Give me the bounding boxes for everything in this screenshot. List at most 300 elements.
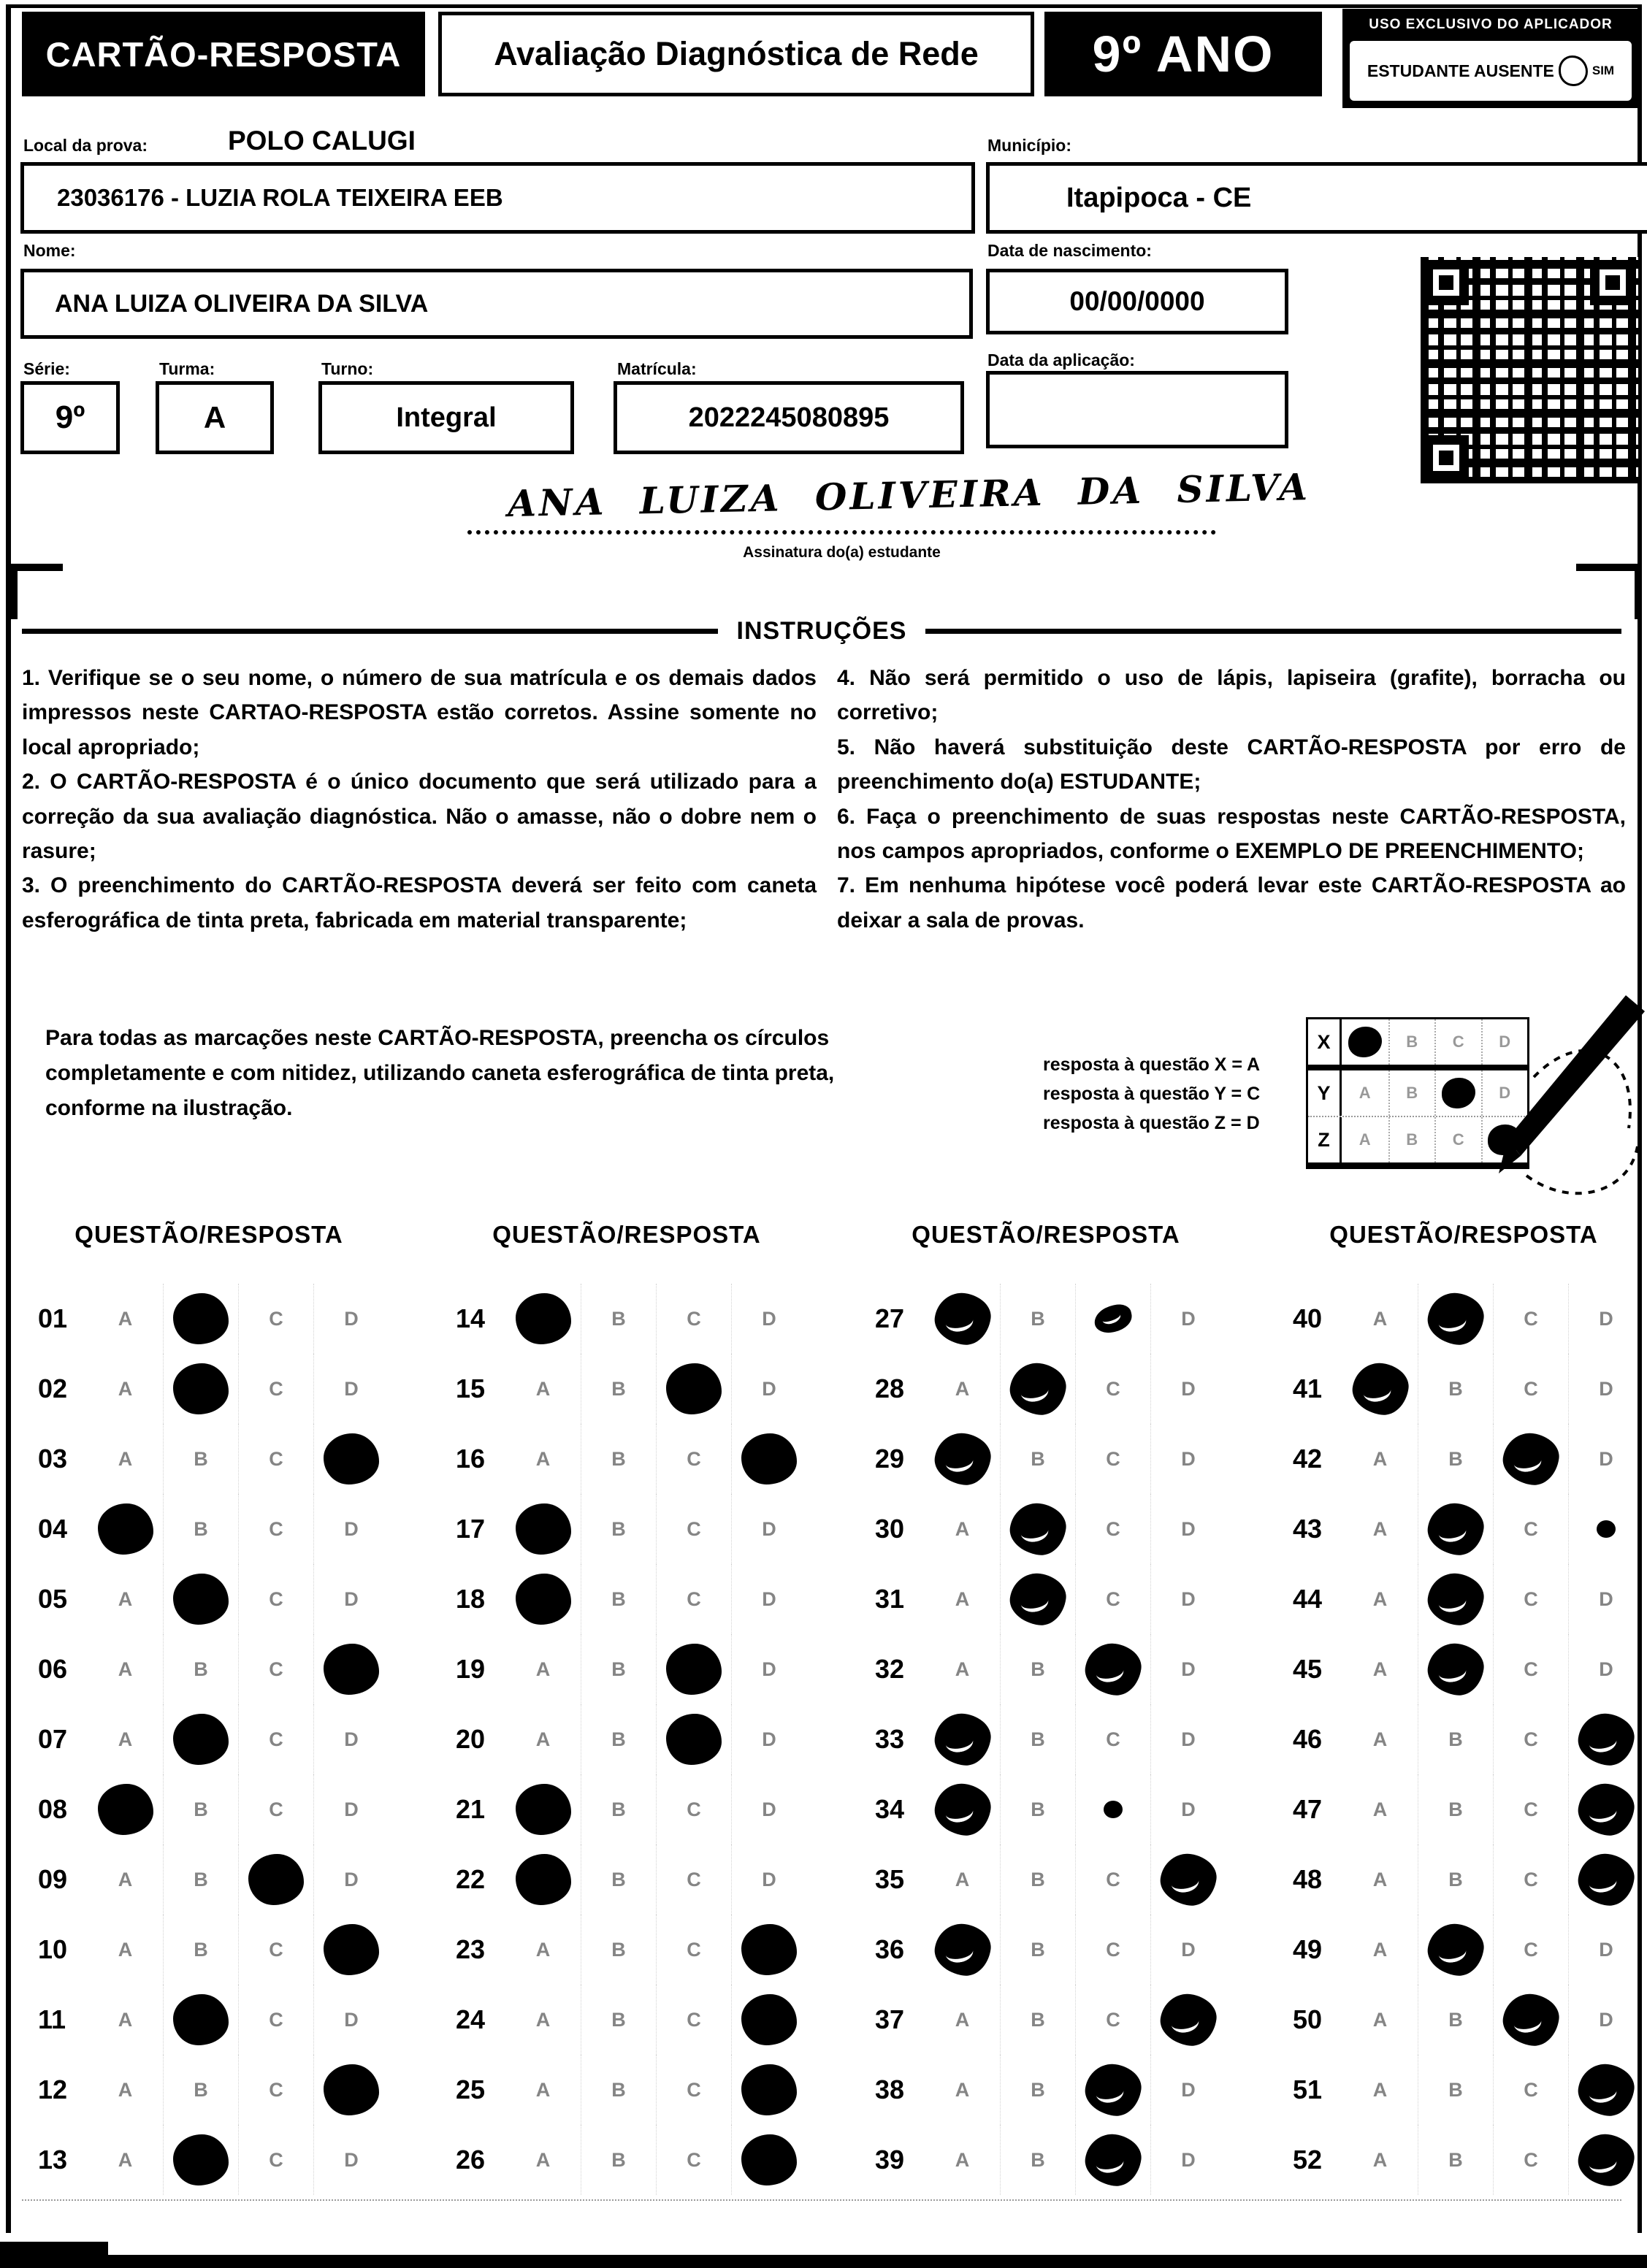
example-filled-bubble (1348, 1027, 1382, 1057)
answer-option-letter: C (269, 1377, 283, 1400)
answer-option-cell (581, 1424, 656, 1494)
answer-row (1284, 2125, 1643, 2195)
answer-option-letter: A (955, 1658, 970, 1680)
answer-option-letter: D (762, 1377, 776, 1400)
answer-option-cell (1493, 1915, 1568, 1985)
nome-field: ANA LUIZA OLIVEIRA DA SILVA (20, 269, 973, 339)
answer-filled-bubble (516, 1574, 571, 1625)
answer-column-3 (866, 1284, 1226, 2195)
answer-option-cell (238, 1634, 313, 1704)
answer-option-cell (925, 1985, 1000, 2055)
example-option-letter: C (1452, 1033, 1464, 1051)
local-prova-label: Local da prova: (23, 136, 148, 155)
local-prova-value: POLO CALUGI (228, 126, 416, 156)
aplicacao-label: Data da aplicação: (987, 350, 1135, 369)
answer-option-letter: D (344, 1307, 359, 1330)
answer-row (1284, 1634, 1643, 1704)
answer-row (1284, 1844, 1643, 1915)
example-row-label: X (1308, 1019, 1342, 1065)
answer-option-letter: A (955, 1868, 970, 1890)
answer-option-letter: D (762, 1868, 776, 1890)
answer-option-cell (1150, 2055, 1226, 2125)
answer-filled-bubble (1424, 1920, 1486, 1979)
answer-option-letter: A (1372, 1517, 1388, 1540)
answer-row (1284, 1774, 1643, 1844)
example-option-letter: D (1499, 1033, 1511, 1051)
answer-option-letter: D (1181, 1517, 1196, 1540)
answer-option-cell (1418, 1564, 1493, 1634)
answer-option-cell (313, 1354, 389, 1424)
answer-option-letter: C (269, 2008, 283, 2031)
answer-filled-bubble (741, 1433, 797, 1484)
question-number: 47 (1293, 1794, 1323, 1824)
answer-option-cell (656, 2125, 731, 2195)
answer-option-cell (1000, 1774, 1075, 1844)
answer-row (866, 1774, 1226, 1844)
question-number: 13 (38, 2145, 68, 2175)
answer-filled-bubble (1157, 1850, 1219, 1909)
answer-option-letter: D (1181, 1728, 1196, 1750)
answer-option-cell (1000, 1985, 1075, 2055)
answer-option-letter: D (762, 1798, 776, 1820)
answer-option-cell (1075, 1774, 1150, 1844)
answer-option-letter: A (1372, 1938, 1388, 1961)
answer-option-cell (163, 1634, 238, 1704)
answer-option-letter: C (687, 1517, 701, 1540)
question-number: 34 (875, 1794, 905, 1824)
question-number: 42 (1293, 1444, 1323, 1474)
answer-option-cell (313, 1774, 389, 1844)
answer-column-header: QUESTÃO/RESPOSTA (74, 1221, 343, 1248)
question-number: 02 (38, 1374, 68, 1403)
question-number: 04 (38, 1514, 68, 1544)
answer-column-header: QUESTÃO/RESPOSTA (1329, 1221, 1598, 1248)
answer-column-header: QUESTÃO/RESPOSTA (492, 1221, 761, 1248)
answer-option-letter: B (1031, 1307, 1045, 1330)
answer-option-cell (1075, 2125, 1150, 2195)
answer-option-letter: B (1031, 1447, 1045, 1470)
answer-option-letter: A (535, 1658, 551, 1680)
answer-option-cell (1493, 2125, 1568, 2195)
pen-illustration (1483, 989, 1647, 1216)
instruction-item: 5. Não haverá substituição deste CARTÃO-RESPOSTA por erro de preenchimento do(a) ESTUDANTE; (837, 735, 1626, 794)
answer-option-cell (1150, 1354, 1226, 1424)
answer-option-cell (1075, 2055, 1150, 2125)
instructions-heading-text: INSTRUÇÕES (736, 617, 907, 645)
answer-option-letter: D (1181, 2148, 1196, 2171)
answer-option-cell (581, 1634, 656, 1704)
answer-option-cell (656, 1494, 731, 1564)
answer-option-letter: B (194, 1517, 208, 1540)
answer-option-letter: A (955, 1377, 970, 1400)
answer-option-cell (238, 1564, 313, 1634)
example-option-cell (1434, 1070, 1481, 1116)
answer-option-cell (163, 2055, 238, 2125)
instruction-item: 7. Em nenhuma hipótese você poderá levar este CARTÃO-RESPOSTA ao deixar a sala de provas. (837, 873, 1626, 932)
answer-option-cell (1075, 1284, 1150, 1354)
answer-option-cell (656, 1985, 731, 2055)
answer-filled-bubble (1006, 1360, 1069, 1418)
answer-option-letter: C (1106, 1517, 1120, 1540)
question-number: 46 (1293, 1724, 1323, 1754)
answer-option-cell (925, 1844, 1000, 1915)
answer-column-4 (1284, 1284, 1643, 2195)
answer-option-letter: A (535, 2008, 551, 2031)
answer-option-cell (1150, 1915, 1226, 1985)
question-number: 51 (1293, 2074, 1323, 2104)
answer-option-cell (581, 1774, 656, 1844)
answer-option-cell (1342, 1704, 1418, 1774)
example-option-letter: A (1359, 1084, 1371, 1102)
answer-option-letter: D (344, 1798, 359, 1820)
answer-option-letter: A (955, 1587, 970, 1610)
answer-option-cell (238, 1844, 313, 1915)
question-number: 23 (456, 1934, 486, 1964)
instruction-item: 2. O CARTÃO-RESPOSTA é o único documento que será utilizado para a correção da sua avaliação diagnóstica. Não o amasse, não o dobre nem o rasure; (22, 770, 817, 863)
answer-option-cell (1000, 2125, 1075, 2195)
answer-option-letter: B (1031, 1728, 1045, 1750)
bottom-black-bar (0, 2255, 1647, 2268)
answer-option-cell (1493, 1985, 1568, 2055)
answer-option-letter: B (194, 1658, 208, 1680)
question-number: 25 (456, 2074, 486, 2104)
answer-row (29, 1424, 389, 1494)
answer-option-cell (1342, 2125, 1418, 2195)
answer-option-letter: A (1372, 1307, 1388, 1330)
answer-option-letter: B (1448, 2008, 1463, 2031)
answer-option-letter: B (611, 1658, 626, 1680)
heading-rule-left (22, 629, 718, 634)
answer-option-cell (1568, 1284, 1643, 1354)
example-option-cell (1388, 1070, 1435, 1116)
answer-filled-bubble (741, 1924, 797, 1975)
answer-row (866, 1564, 1226, 1634)
answer-option-letter: C (269, 2148, 283, 2171)
answer-filled-bubble (931, 1780, 993, 1839)
answer-filled-bubble (666, 1363, 722, 1414)
question-number: 18 (456, 1584, 486, 1614)
answer-option-letter: C (1524, 1307, 1538, 1330)
answer-filled-bubble (1575, 2131, 1637, 2189)
answer-filled-bubble (931, 1710, 993, 1769)
question-number: 06 (38, 1654, 68, 1684)
answer-option-cell (163, 1354, 238, 1424)
answer-option-cell (313, 2055, 389, 2125)
answer-option-letter: D (1181, 1798, 1196, 1820)
answer-filled-bubble (741, 2064, 797, 2115)
answer-option-cell (1418, 1634, 1493, 1704)
answer-option-cell (313, 2125, 389, 2195)
answer-filled-bubble (931, 1920, 993, 1979)
answer-row (29, 1354, 389, 1424)
question-number: 07 (38, 1724, 68, 1754)
answer-option-cell (238, 1704, 313, 1774)
answer-option-letter: D (344, 1517, 359, 1540)
answer-filled-bubble (98, 1784, 153, 1835)
answer-option-cell (1493, 1844, 1568, 1915)
answer-row (29, 1494, 389, 1564)
answer-filled-bubble (1575, 1850, 1637, 1909)
answer-row (447, 1634, 806, 1704)
answer-column-header: QUESTÃO/RESPOSTA (912, 1221, 1180, 1248)
answer-filled-bubble (324, 1644, 379, 1695)
question-number: 19 (456, 1654, 486, 1684)
answer-option-letter: D (1181, 2078, 1196, 2101)
answer-option-cell (656, 1774, 731, 1844)
absent-sim-label: SIM (1591, 64, 1615, 77)
answer-option-letter: A (118, 1728, 133, 1750)
answer-option-letter: D (762, 1658, 776, 1680)
answer-option-cell (925, 1704, 1000, 1774)
answer-option-letter: C (1524, 2078, 1538, 2101)
answer-option-letter: C (687, 2008, 701, 2031)
answer-row (866, 1354, 1226, 1424)
answer-option-letter: C (1106, 1447, 1120, 1470)
nascimento-field: 00/00/0000 (986, 269, 1288, 334)
answer-option-letter: B (611, 1938, 626, 1961)
answer-option-letter: C (687, 1307, 701, 1330)
answer-option-cell (656, 1284, 731, 1354)
answer-row (447, 1424, 806, 1494)
answer-option-cell (1342, 1284, 1418, 1354)
answer-filled-bubble (1082, 1640, 1144, 1698)
answer-option-cell (656, 1704, 731, 1774)
answer-filled-bubble (1082, 2061, 1144, 2119)
answer-option-cell (1000, 1284, 1075, 1354)
answer-option-letter: D (1599, 1377, 1613, 1400)
question-number: 10 (38, 1934, 68, 1964)
answer-option-cell (581, 2125, 656, 2195)
answer-option-cell (1493, 1424, 1568, 1494)
answer-option-cell (656, 1634, 731, 1704)
answer-option-letter: C (269, 1517, 283, 1540)
answer-option-letter: C (269, 1728, 283, 1750)
instructions-heading (22, 617, 1621, 645)
answer-option-cell (1493, 1284, 1568, 1354)
answer-option-cell (163, 1704, 238, 1774)
answer-option-letter: D (1181, 1658, 1196, 1680)
answer-option-letter: D (1599, 2008, 1613, 2031)
question-number: 29 (875, 1444, 905, 1474)
answer-option-letter: C (687, 1868, 701, 1890)
qr-finder-icon (1424, 435, 1469, 480)
answer-row (866, 1284, 1226, 1354)
question-number: 12 (38, 2074, 68, 2104)
answer-option-cell (925, 1494, 1000, 1564)
answer-option-cell (925, 2055, 1000, 2125)
answer-option-cell (88, 2055, 163, 2125)
answer-filled-bubble (1157, 1991, 1219, 2049)
answer-filled-bubble (324, 2064, 379, 2115)
answer-option-cell (1150, 1704, 1226, 1774)
answer-option-letter: B (194, 1798, 208, 1820)
answer-option-cell (1568, 1704, 1643, 1774)
answer-filled-bubble (324, 1433, 379, 1484)
answer-option-cell (238, 1915, 313, 1985)
answer-option-cell (163, 1564, 238, 1634)
answer-row (447, 1985, 806, 2055)
stray-mark (1597, 1520, 1616, 1538)
answer-option-letter: C (1106, 1587, 1120, 1610)
example-option-cell (1342, 1070, 1388, 1116)
answer-option-letter: C (269, 1307, 283, 1330)
answer-option-cell (505, 1494, 581, 1564)
answer-option-letter: C (1524, 1587, 1538, 1610)
answer-row (866, 1844, 1226, 1915)
question-number: 32 (875, 1654, 905, 1684)
answer-option-letter: A (535, 1377, 551, 1400)
example-option-letter: B (1406, 1084, 1418, 1102)
stray-mark (1104, 1801, 1123, 1818)
question-number: 28 (875, 1374, 905, 1403)
answer-row (447, 1774, 806, 1844)
answer-option-letter: D (1181, 1377, 1196, 1400)
answer-option-cell (313, 1704, 389, 1774)
answer-option-cell (1342, 1985, 1418, 2055)
answer-option-cell (1075, 1844, 1150, 1915)
answer-option-letter: D (762, 1307, 776, 1330)
answer-option-letter: C (1524, 1517, 1538, 1540)
answer-option-cell (581, 1704, 656, 1774)
answer-row (866, 1985, 1226, 2055)
answer-option-cell (731, 2055, 806, 2125)
answer-option-cell (163, 1844, 238, 1915)
answer-option-letter: B (611, 1447, 626, 1470)
answer-filled-bubble (173, 1293, 229, 1344)
question-number: 36 (875, 1934, 905, 1964)
page-border-left (6, 4, 11, 2233)
question-number: 31 (875, 1584, 905, 1614)
answer-filled-bubble (324, 1924, 379, 1975)
question-number: 15 (456, 1374, 486, 1403)
answer-option-cell (1000, 1424, 1075, 1494)
answer-option-cell (505, 2055, 581, 2125)
answer-option-cell (1075, 1704, 1150, 1774)
answer-row (866, 1704, 1226, 1774)
answer-option-letter: A (535, 2078, 551, 2101)
answer-option-cell (1568, 1634, 1643, 1704)
instruction-item: 4. Não será permitido o uso de lápis, lapiseira (grafite), borracha ou corretivo; (837, 666, 1626, 725)
answer-option-letter: C (687, 1447, 701, 1470)
answer-option-cell (505, 1704, 581, 1774)
answer-row (866, 2055, 1226, 2125)
answer-filled-bubble (173, 1574, 229, 1625)
answer-option-cell (238, 2125, 313, 2195)
answer-option-letter: D (762, 1517, 776, 1540)
answer-option-cell (1342, 1844, 1418, 1915)
question-number: 44 (1293, 1584, 1323, 1614)
answer-option-letter: A (1372, 1868, 1388, 1890)
answer-option-cell (1568, 1915, 1643, 1985)
answer-option-cell (238, 1985, 313, 2055)
answer-option-letter: B (1031, 1798, 1045, 1820)
answer-filled-bubble (1424, 1290, 1486, 1348)
answer-option-cell (731, 1985, 806, 2055)
answer-option-letter: B (611, 1307, 626, 1330)
answer-option-cell (1342, 1494, 1418, 1564)
answer-filled-bubble (1575, 1780, 1637, 1839)
answer-option-letter: C (1106, 1938, 1120, 1961)
answer-option-cell (1568, 2125, 1643, 2195)
answer-option-cell (505, 1284, 581, 1354)
answer-option-letter: A (955, 2148, 970, 2171)
answer-option-letter: D (1599, 1307, 1613, 1330)
answer-option-cell (88, 1494, 163, 1564)
serie-label: Série: (23, 359, 70, 378)
turma-label: Turma: (159, 359, 215, 378)
answer-row (29, 1634, 389, 1704)
answer-option-letter: C (269, 1798, 283, 1820)
applicator-banner: USO EXCLUSIVO DO APLICADOR (1345, 12, 1636, 38)
answer-option-letter: A (118, 2148, 133, 2171)
answer-option-letter: B (611, 1728, 626, 1750)
answer-option-cell (1418, 1424, 1493, 1494)
answer-option-letter: A (535, 2148, 551, 2171)
question-number: 40 (1293, 1303, 1323, 1333)
answer-row (447, 1704, 806, 1774)
answer-row (29, 1844, 389, 1915)
answer-option-cell (238, 1494, 313, 1564)
answer-option-cell (1000, 1915, 1075, 1985)
instruction-item: 3. O preenchimento do CARTÃO-RESPOSTA deverá ser feito com caneta esferográfica de tinta preta, fabricada em material transparente; (22, 873, 817, 932)
answer-option-cell (1150, 1424, 1226, 1494)
question-number: 08 (38, 1794, 68, 1824)
answer-option-letter: B (1031, 2078, 1045, 2101)
answer-option-cell (1000, 2055, 1075, 2125)
instructions-body (22, 661, 1626, 938)
turno-field: Integral (318, 381, 574, 454)
answer-option-letter: A (955, 2078, 970, 2101)
answer-option-cell (505, 1424, 581, 1494)
answer-option-cell (163, 1915, 238, 1985)
answer-row (29, 1284, 389, 1354)
answer-column-2 (447, 1284, 806, 2195)
answer-filled-bubble (516, 1293, 571, 1344)
answer-row (866, 1424, 1226, 1494)
answer-option-cell (925, 1354, 1000, 1424)
answer-option-cell (1418, 1915, 1493, 1985)
answer-option-cell (313, 1284, 389, 1354)
answer-option-cell (1418, 1494, 1493, 1564)
answer-filled-bubble (173, 1363, 229, 1414)
answer-row (1284, 1985, 1643, 2055)
answer-row (447, 2125, 806, 2195)
answer-option-letter: A (118, 1658, 133, 1680)
answer-option-cell (1150, 1985, 1226, 2055)
answer-row (1284, 1915, 1643, 1985)
qr-code (1421, 257, 1638, 483)
answer-option-cell (656, 1915, 731, 1985)
registration-corner-right (1576, 564, 1642, 619)
answer-option-cell (925, 1915, 1000, 1985)
answer-option-cell (1568, 1424, 1643, 1494)
answer-option-letter: B (1448, 1798, 1463, 1820)
answer-option-cell (925, 1284, 1000, 1354)
answer-option-cell (731, 1774, 806, 1844)
grade-badge: 9º ANO (1044, 12, 1322, 96)
answer-option-cell (163, 1284, 238, 1354)
answer-option-letter: C (1524, 1938, 1538, 1961)
question-number: 39 (875, 2145, 905, 2175)
answer-option-letter: C (1106, 1728, 1120, 1750)
answer-filled-bubble (1006, 1500, 1069, 1558)
answer-option-cell (88, 1985, 163, 2055)
qr-finder-icon (1590, 260, 1635, 305)
question-number: 11 (38, 2004, 66, 2034)
nascimento-label: Data de nascimento: (987, 241, 1152, 260)
answer-option-letter: A (1372, 1587, 1388, 1610)
answer-option-cell (505, 1915, 581, 1985)
